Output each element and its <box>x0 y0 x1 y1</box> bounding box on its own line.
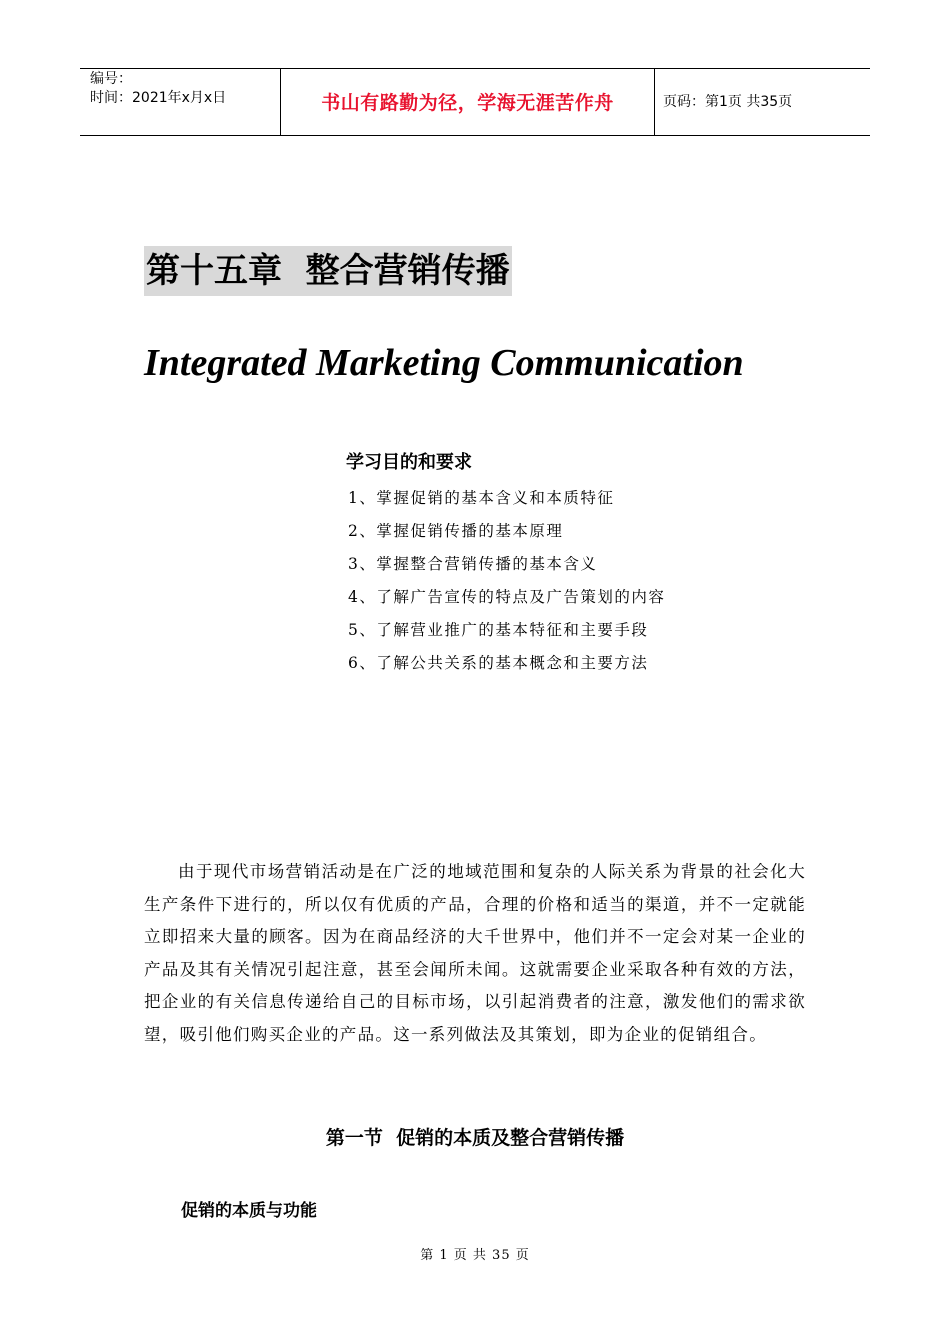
header-page-cell <box>655 69 870 135</box>
chapter-title: 第十五章 整合营销传播 <box>144 246 512 296</box>
objective-item: 3、掌握整合营销传播的基本含义 <box>348 555 598 573</box>
header-motto-cell <box>281 69 655 135</box>
objective-item: 1、掌握促销的基本含义和本质特征 <box>348 489 615 507</box>
document-date: 时间：2021年x月x日 <box>90 90 227 106</box>
section-title: 第一节 促销的本质及整合营销传播 <box>325 1127 625 1149</box>
objectives-list <box>348 486 665 684</box>
chapter-english-title: Integrated Marketing Communication <box>144 342 744 384</box>
objectives-heading: 学习目的和要求 <box>346 452 472 473</box>
header-page-info: 页码：第1页 共35页 <box>663 94 793 110</box>
objective-item: 6、了解公共关系的基本概念和主要方法 <box>348 654 649 672</box>
subsection-title: 促销的本质与功能 <box>181 1201 317 1221</box>
page-footer: 第 1 页 共 35 页 <box>420 1248 530 1263</box>
document-code-label: 编号： <box>90 71 132 87</box>
intro-paragraph: 由于现代市场营销活动是在广泛的地域范围和复杂的人际关系为背景的社会化大生产条件下进行的，所以仅有优质的产品，合理的价格和适当的渠道，并不一定就能立即招来大量的顾客。因为在商品经济的大千世界中，他们并不一定会对某一企业的产品及其有关情况引起注意，甚至会闻所未闻。这就需要企业采取各种有效的方法，把企业的有关信息传递给自己的目标市场，以引起消费者的注意，激发他们的需求欲望，吸引他们购买企业的产品。这一系列做法及其策划，即为企业的促销组合。 <box>144 862 806 1044</box>
objective-item: 4、了解广告宣传的特点及广告策划的内容 <box>348 588 666 606</box>
objective-item: 2、掌握促销传播的基本原理 <box>348 522 564 540</box>
page-header <box>80 68 870 136</box>
header-meta-cell <box>80 69 281 135</box>
header-motto: 书山有路勤为径，学海无涯苦作舟 <box>321 92 614 114</box>
objective-item: 5、了解营业推广的基本特征和主要手段 <box>348 621 649 639</box>
